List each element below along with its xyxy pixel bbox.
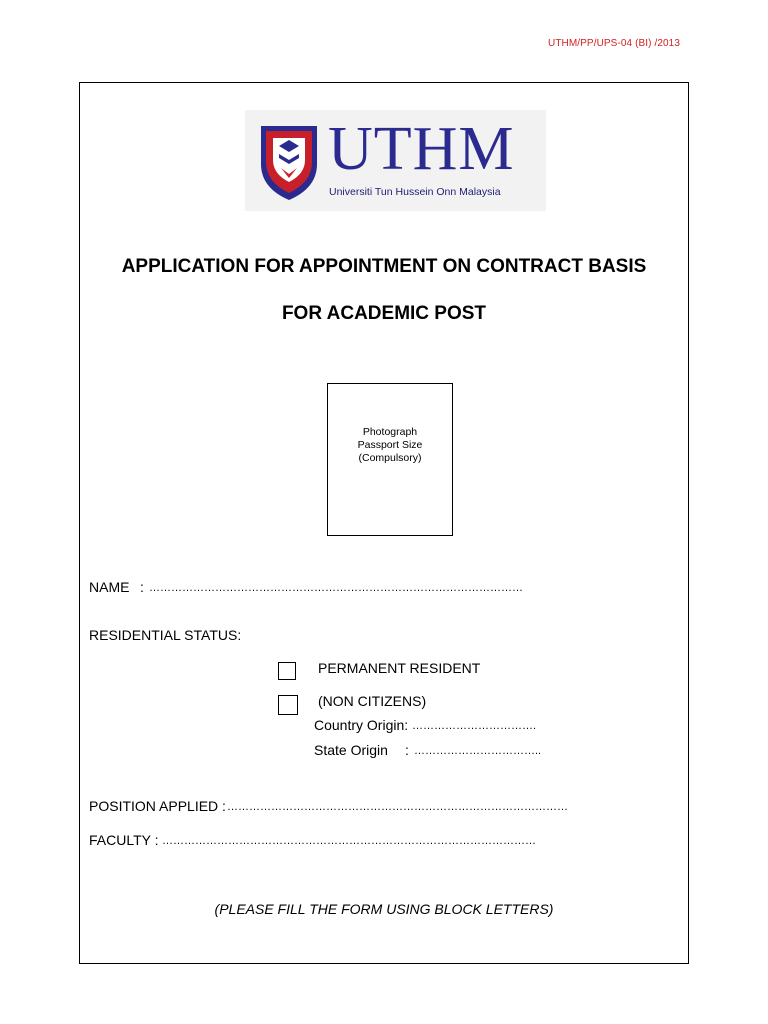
state-origin-field[interactable]: …………………………….. (414, 745, 542, 757)
non-citizens-label: (NON CITIZENS) (318, 693, 427, 709)
non-citizens-checkbox[interactable] (278, 695, 298, 715)
photo-label-line2: Passport Size (357, 439, 423, 451)
photo-placeholder[interactable] (327, 383, 453, 536)
state-origin-separator: : (405, 742, 409, 758)
logo-university-name: Universiti Tun Hussein Onn Malaysia (329, 186, 501, 198)
block-letters-note: (PLEASE FILL THE FORM USING BLOCK LETTERS) (214, 901, 554, 917)
name-field[interactable]: ………………………………………………………………………………………… (149, 582, 523, 594)
crest-icon (259, 124, 319, 202)
form-title-line2: FOR ACADEMIC POST (281, 303, 487, 324)
form-title-line1: APPLICATION FOR APPOINTMENT ON CONTRACT BASIS (121, 256, 647, 277)
permanent-resident-label: PERMANENT RESIDENT (318, 660, 481, 676)
photo-label-line3: (Compulsory) (358, 452, 422, 464)
permanent-resident-checkbox[interactable] (278, 662, 296, 680)
photo-label-line1: Photograph (362, 426, 418, 438)
country-origin-field[interactable]: ……………………………. (412, 720, 537, 732)
logo-wordmark: UTHM (328, 115, 515, 183)
document-code: UTHM/PP/UPS-04 (BI) /2013 (548, 38, 680, 49)
name-label: NAME (89, 579, 130, 595)
country-origin-label: Country Origin: (314, 717, 409, 733)
university-logo (245, 110, 546, 211)
position-applied-field[interactable]: ………………………………………………………………………………… (227, 801, 568, 813)
faculty-field[interactable]: ………………………………………………………………………………………… (162, 835, 536, 847)
name-separator: : (140, 579, 144, 595)
state-origin-label: State Origin (314, 742, 388, 758)
position-applied-label: POSITION APPLIED : (89, 798, 226, 814)
residential-status-label: RESIDENTIAL STATUS: (89, 627, 242, 643)
faculty-label: FACULTY : (89, 832, 159, 848)
